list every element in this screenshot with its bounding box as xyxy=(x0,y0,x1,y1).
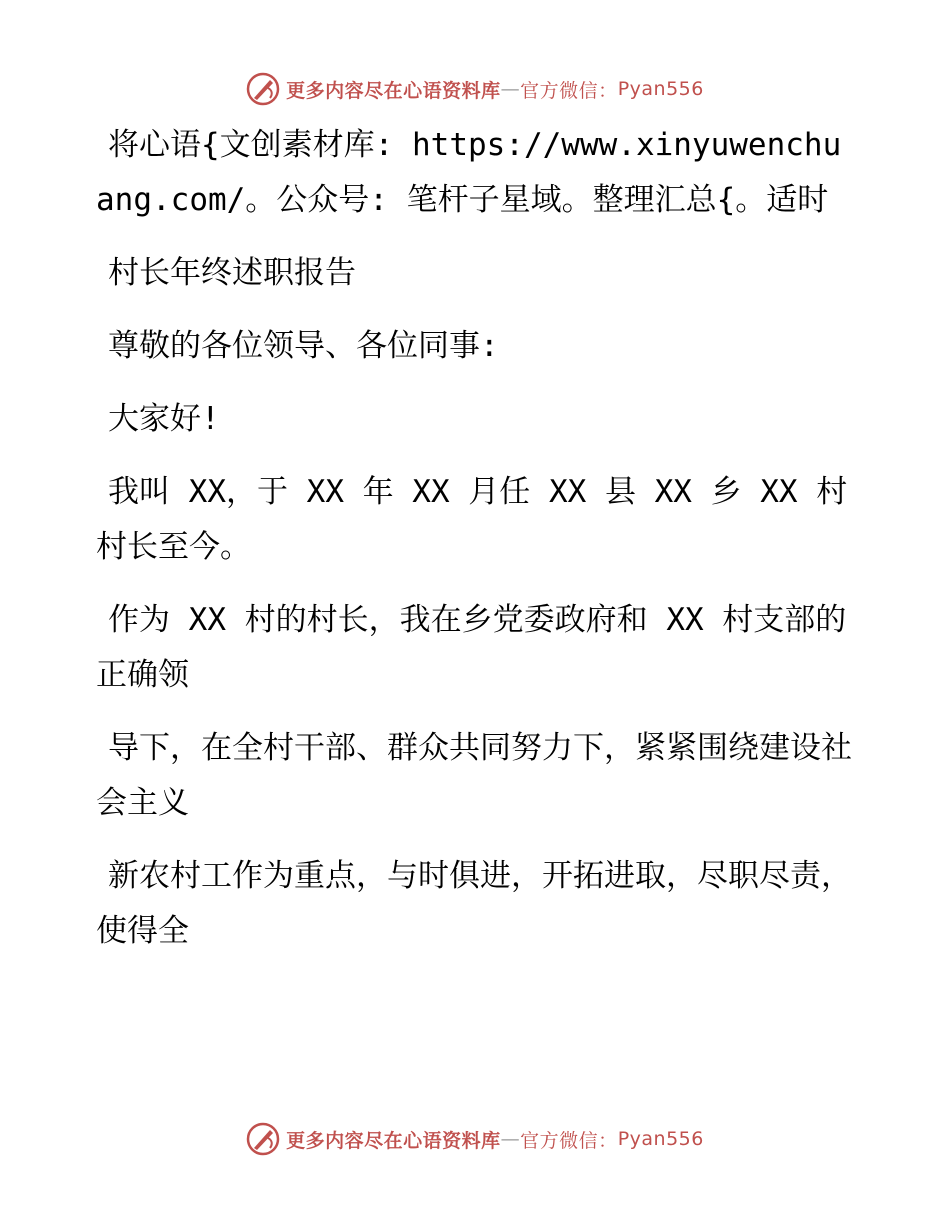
paragraph-source-note: 将心语{文创素材库: https://www.xinyuwenchuang.com/。公众号: 笔杆子星域。整理汇总{。适时 xyxy=(96,127,842,218)
banner-account: Pyan556 xyxy=(617,1128,704,1150)
banner-wechat-label: 官方微信： xyxy=(520,1129,618,1152)
quill-logo-icon xyxy=(246,1122,280,1156)
banner-wechat-label: 官方微信： xyxy=(520,79,618,102)
banner-dash: — xyxy=(500,78,521,100)
document-body xyxy=(96,118,856,977)
paragraph-intro: 我叫 XX，于 XX 年 XX 月任 XX 县 XX 乡 XX 村村长至今。 xyxy=(96,474,848,565)
header-banner xyxy=(0,72,950,106)
banner-brand: 更多内容尽在心语资料库 xyxy=(286,1129,501,1152)
paragraph-body-1: 作为 XX 村的村长，我在乡党委政府和 XX 村支部的正确领 xyxy=(96,602,847,693)
footer-banner xyxy=(0,1122,950,1156)
paragraph-body-3: 新农村工作为重点，与时俱进，开拓进取，尽职尽责，使得全 xyxy=(96,858,852,949)
paragraph-salutation: 尊敬的各位领导、各位同事: xyxy=(108,328,499,364)
document-title: 村长年终述职报告 xyxy=(108,255,356,291)
banner-dash: — xyxy=(500,1128,521,1150)
banner-account: Pyan556 xyxy=(617,78,704,100)
paragraph-greeting: 大家好! xyxy=(108,401,220,437)
banner-brand: 更多内容尽在心语资料库 xyxy=(286,79,501,102)
quill-logo-icon xyxy=(246,72,280,106)
paragraph-body-2: 导下，在全村干部、群众共同努力下，紧紧围绕建设社会主义 xyxy=(96,730,852,821)
